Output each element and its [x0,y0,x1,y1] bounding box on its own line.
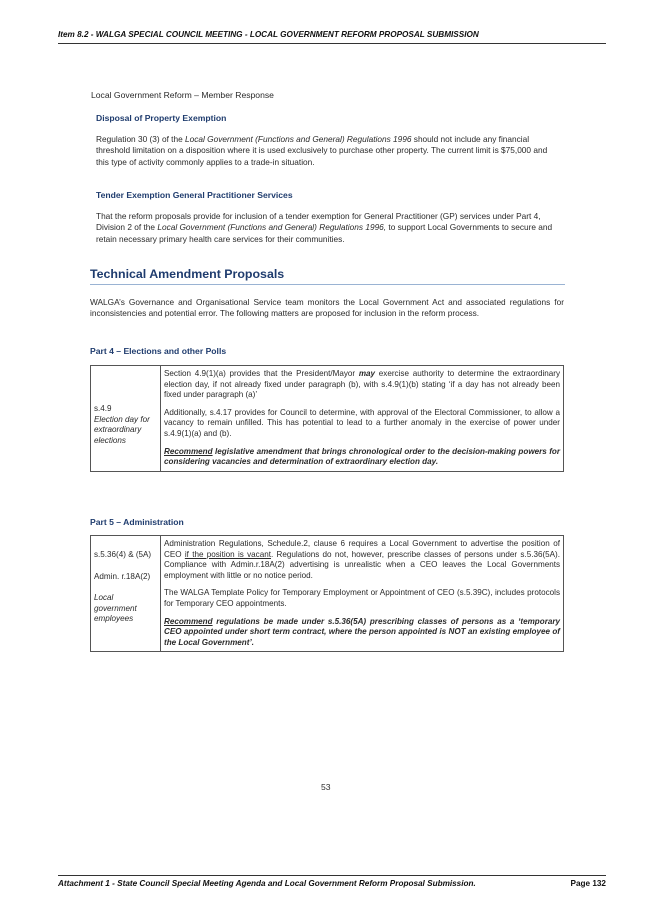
part4-heading: Part 4 – Elections and other Polls [90,346,227,356]
part4-p1-bold: may [358,369,376,378]
part5-p1-b: . Regulations do not, however, prescribe classes of persons under s.5.36(5A). Compliance with Admin.r.18A(2) advertising is unrealistic when a CEO leaves the Local Governments employment with little or no notice period. [164,549,560,580]
part5-left-italic: Local government employees [94,593,137,624]
page-number: 53 [321,782,331,792]
footer-attachment-text: Attachment 1 - State Council Special Meeting Agenda and Local Government Reform Proposal Submission. [58,879,476,888]
part4-rec-label: Recommend [164,446,213,456]
part4-row [91,366,564,472]
technical-intro: WALGA’s Governance and Organisational Service team monitors the Local Government Act and associated regulations for inconsistencies and potential error. The following matters are proposed for inclusion in the reform process. [90,297,564,319]
part4-p1-b: exercise authority to determine the extraordinary election day, if not already fixed under paragraph (b), with s.4.9(1)(b) stating ‘if a day has not already been fixed under paragraph (a)’ [164,369,560,400]
part4-table [90,365,564,472]
part5-para-1 [164,539,560,581]
page-header: Item 8.2 - WALGA SPECIAL COUNCIL MEETING - LOCAL GOVERNMENT REFORM PROPOSAL SUBMISSION [58,30,606,44]
tender-heading: Tender Exemption General Practitioner Services [96,190,293,200]
part5-para-2: The WALGA Template Policy for Temporary Employment or Appointment of CEO (s.5.39C), includes protocols for Temporary CEO appointments. [164,588,560,608]
document-title: Local Government Reform – Member Response [91,90,274,100]
part5-heading: Part 5 – Administration [90,517,184,527]
part4-p1-a: Section 4.9(1)(a) provides that the President/Mayor [164,369,359,378]
part5-p1-underline: if the position is vacant [184,549,271,559]
tender-text-1: That the reform proposals provide for inclusion of a tender exemption for General Practitioner (GP) services under Part 4, Division 2 of the [96,211,541,233]
part4-left-cell [91,366,161,472]
part5-right-cell [161,536,564,652]
tender-text-italic: Local Government (Functions and General) Regulations 1996, [157,222,387,233]
part4-recommendation [164,447,560,468]
page-footer [58,875,606,890]
part5-rec-text: regulations be made under s.5.36(5A) prescribing classes of persons as a ‘temporary CEO appointed under short term contract, where the person appointed is NOT an existing employee of the Local Government’. [164,616,560,647]
disposal-heading: Disposal of Property Exemption [96,113,227,123]
tender-paragraph [96,211,562,245]
disposal-text-1: Regulation 30 (3) of the [96,134,186,144]
part5-left-ref-2: Admin. r.18A(2) [94,571,151,581]
part5-left-cell [91,536,161,652]
part5-table [90,535,564,652]
footer-page-label: Page 132 [570,879,606,888]
part4-para-2: Additionally, s.4.17 provides for Council to determine, with approval of the Electoral Commissioner, to allow a vacancy to remain unfilled. This has potential to lead to a further anomaly in the exercise of power under s.4.9(1)(a) and (b). [164,407,560,438]
tender-text-2: to support Local Governments to secure and retain necessary primary health care services for their communities. [96,222,553,244]
disposal-text-italic: Local Government (Functions and General) Regulations 1996 [185,134,412,144]
disposal-paragraph [96,134,562,168]
part4-rec-text: legislative amendment that brings chronological order to the decision-making powers for considering vacancies and determination of extraordinary election day. [164,446,560,467]
disposal-text-2: should not include any financial threshold limitation on a disposition where it is used exclusively to purchase other property. The current limit is $75,000 and this type of activity commonly applies to a trade-in situation. [96,134,548,167]
part5-rec-label: Recommend [164,616,213,626]
part5-p1-a: Administration Regulations, Schedule.2, clause 6 requires a Local Government to advertise the position of CEO [164,539,560,559]
part5-row [91,536,564,652]
part4-right-cell [161,366,564,472]
part4-left-italic: Election day for extraordinary elections [94,414,150,445]
part4-left-ref: s.4.9 [94,404,112,413]
part5-left-ref-1: s.5.36(4) & (5A) [94,550,152,559]
technical-heading: Technical Amendment Proposals [90,267,565,285]
part4-para-1 [164,369,560,401]
part5-recommendation [164,617,560,649]
